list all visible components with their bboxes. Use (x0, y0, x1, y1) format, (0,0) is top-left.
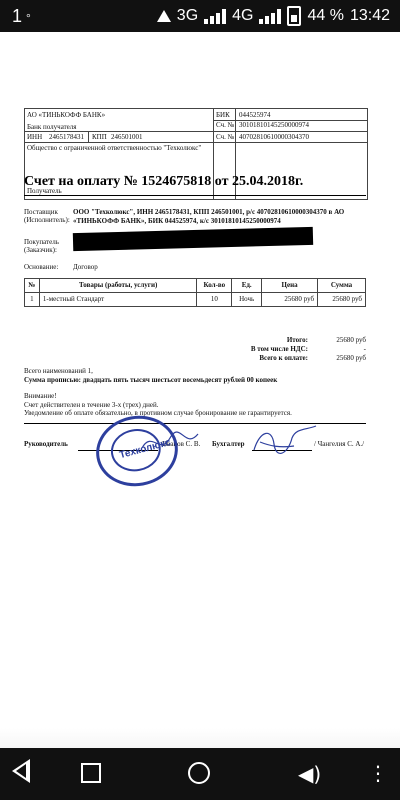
bank-receiver-label: Банк получателя (27, 123, 77, 131)
row-unit: Ночь (232, 293, 262, 307)
signal-icon-2 (259, 8, 281, 24)
inn-value: 2465178431 (49, 133, 84, 141)
more-icon[interactable]: ⋮ (368, 761, 388, 785)
header-qty: Кол-во (197, 279, 232, 293)
invoice-title: Счет на оплату № 1524675818 от 25.04.2018г. (24, 174, 304, 189)
gear-icon: ° (26, 11, 31, 25)
status-left (12, 6, 31, 27)
wifi-icon (157, 10, 171, 22)
page-bottom-fade (0, 728, 400, 748)
kpp-label: КПП (92, 133, 107, 141)
header-sum: Сумма (318, 279, 366, 293)
buyer-redacted (73, 227, 313, 251)
bank-name: АО «ТИНЬКОФФ БАНК» (27, 111, 106, 119)
row-qty: 10 (197, 293, 232, 307)
header-unit: Ед. (232, 279, 262, 293)
row-price: 25680 руб (262, 293, 318, 307)
title-underline (24, 195, 366, 196)
basis-label: Основание: (24, 263, 59, 271)
invoice-page[interactable] (0, 32, 400, 748)
battery-percent: 44 % (307, 7, 344, 24)
org-name: Общество с ограниченной ответственностью "Техколюкс" (27, 144, 202, 152)
time: 13:42 (349, 7, 390, 24)
total-label: Всего к оплате: (259, 354, 308, 362)
count-line: Всего наименований 1, (24, 367, 93, 375)
itogo-label: Итого: (286, 336, 308, 344)
sch2-value: 40702810610000304370 (239, 133, 309, 141)
supplier-label-2: (Исполнитель): (24, 216, 70, 224)
items-table (24, 278, 366, 307)
buyer-label: Покупатель (24, 238, 59, 246)
back-icon[interactable] (12, 759, 30, 783)
volume-icon[interactable]: ◀) (298, 762, 322, 786)
total-value: 25680 руб (336, 354, 366, 362)
buyer-label-2: (Заказчик): (24, 246, 57, 254)
supplier-value: ООО "Техколюкс", ИНН 2465178431, КПП 246501001, р/с 40702810610000304370 в АО «ТИНЬКОФФ БАНК», БИК 044525974, к/с 30101810145250000974 (73, 208, 345, 225)
vat-value: - (363, 345, 366, 353)
vat-label: В том числе НДС: (250, 345, 308, 353)
network-4g: 4G (232, 7, 254, 24)
manager-signature (140, 428, 200, 458)
header-goods: Товары (работы, услуги) (39, 279, 197, 293)
row-goods: 1-местный Стандарт (39, 293, 197, 307)
status-left-text: 1 (12, 6, 23, 26)
items-header-row (25, 279, 366, 293)
valid-line: Счет действителен в течение 3-х (трех) дней. (24, 401, 159, 409)
bik-label: БИК (216, 111, 230, 119)
accountant-label: Бухгалтер (212, 440, 245, 448)
header-num: № (25, 279, 40, 293)
row-num: 1 (25, 293, 40, 307)
network-3g: 3G (176, 7, 199, 24)
receiver-label: Получатель (27, 187, 62, 195)
navigation-bar (0, 748, 400, 800)
inn-label: ИНН (27, 133, 43, 141)
itogo-value: 25680 руб (336, 336, 366, 344)
row-sum: 25680 руб (318, 293, 366, 307)
basis-value: Договор (73, 263, 98, 271)
stamp-word: Техколюкс (118, 436, 172, 462)
kpp-value: 246501001 (111, 133, 143, 141)
status-right (157, 6, 390, 26)
bik-value: 044525974 (239, 111, 271, 119)
table-divider (88, 131, 89, 142)
battery-icon (287, 6, 301, 26)
manager-name: Иванов С. В. (162, 440, 201, 448)
manager-label: Руководитель (24, 440, 68, 448)
sch-value: 30101810145250000974 (239, 121, 309, 129)
notice-line: Уведомление об оплате обязательно, в противном случае бронирование не гарантируется. (24, 409, 292, 417)
home-icon[interactable] (188, 762, 210, 784)
signal-icon (204, 8, 226, 24)
header-price: Цена (262, 279, 318, 293)
attention: Внимание! (24, 392, 57, 400)
accountant-signature (250, 424, 320, 458)
table-line (213, 142, 367, 143)
status-bar (0, 0, 400, 32)
table-line (25, 142, 213, 143)
accountant-name: / Чангелия С. А./ (314, 440, 365, 448)
table-row (25, 293, 366, 307)
supplier-label: Поставщик (24, 208, 58, 216)
amount-line: Сумма прописью: двадцать пять тысяч шестьсот восемьдесят рублей 00 копеек (24, 376, 278, 384)
recents-icon[interactable] (81, 763, 101, 783)
sch-label: Сч. № (216, 121, 235, 129)
sch2-label: Сч. № (216, 133, 235, 141)
